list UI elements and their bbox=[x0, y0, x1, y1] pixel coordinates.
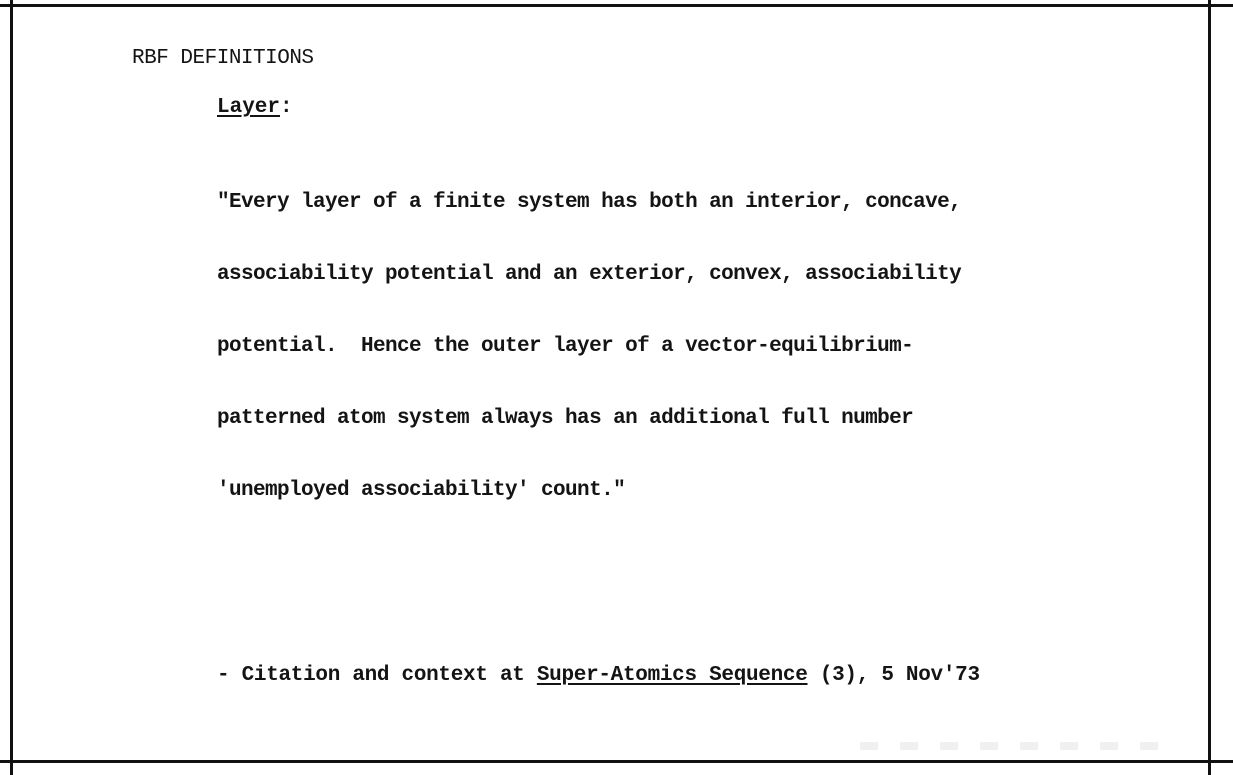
card-border-right bbox=[1208, 0, 1211, 775]
definition-quote bbox=[217, 143, 961, 551]
definition-term bbox=[217, 96, 293, 119]
quote-line: associability potential and an exterior, convex, associability bbox=[217, 263, 962, 286]
definition-term-word: Layer bbox=[217, 96, 281, 119]
quote-line: 'unemployed associability' count." bbox=[217, 479, 626, 502]
citation-source: Super-Atomics Sequence bbox=[536, 664, 808, 687]
citation-line bbox=[217, 664, 980, 687]
citation-suffix: (3), 5 Nov'73 bbox=[807, 664, 980, 687]
quote-line: patterned atom system always has an additional full number bbox=[217, 407, 914, 430]
quote-line: potential. Hence the outer layer of a vector-equilibrium- bbox=[217, 335, 914, 358]
citation-prefix: - Citation and context at bbox=[217, 664, 537, 687]
card-border-bottom bbox=[0, 760, 1233, 763]
quote-line: "Every layer of a finite system has both an interior, concave, bbox=[217, 191, 962, 214]
card-border-left bbox=[10, 0, 13, 775]
card-border-top bbox=[0, 4, 1233, 7]
card-heading: RBF DEFINITIONS bbox=[132, 47, 314, 70]
scan-smudge bbox=[860, 742, 1160, 750]
definition-term-colon: : bbox=[280, 96, 293, 119]
